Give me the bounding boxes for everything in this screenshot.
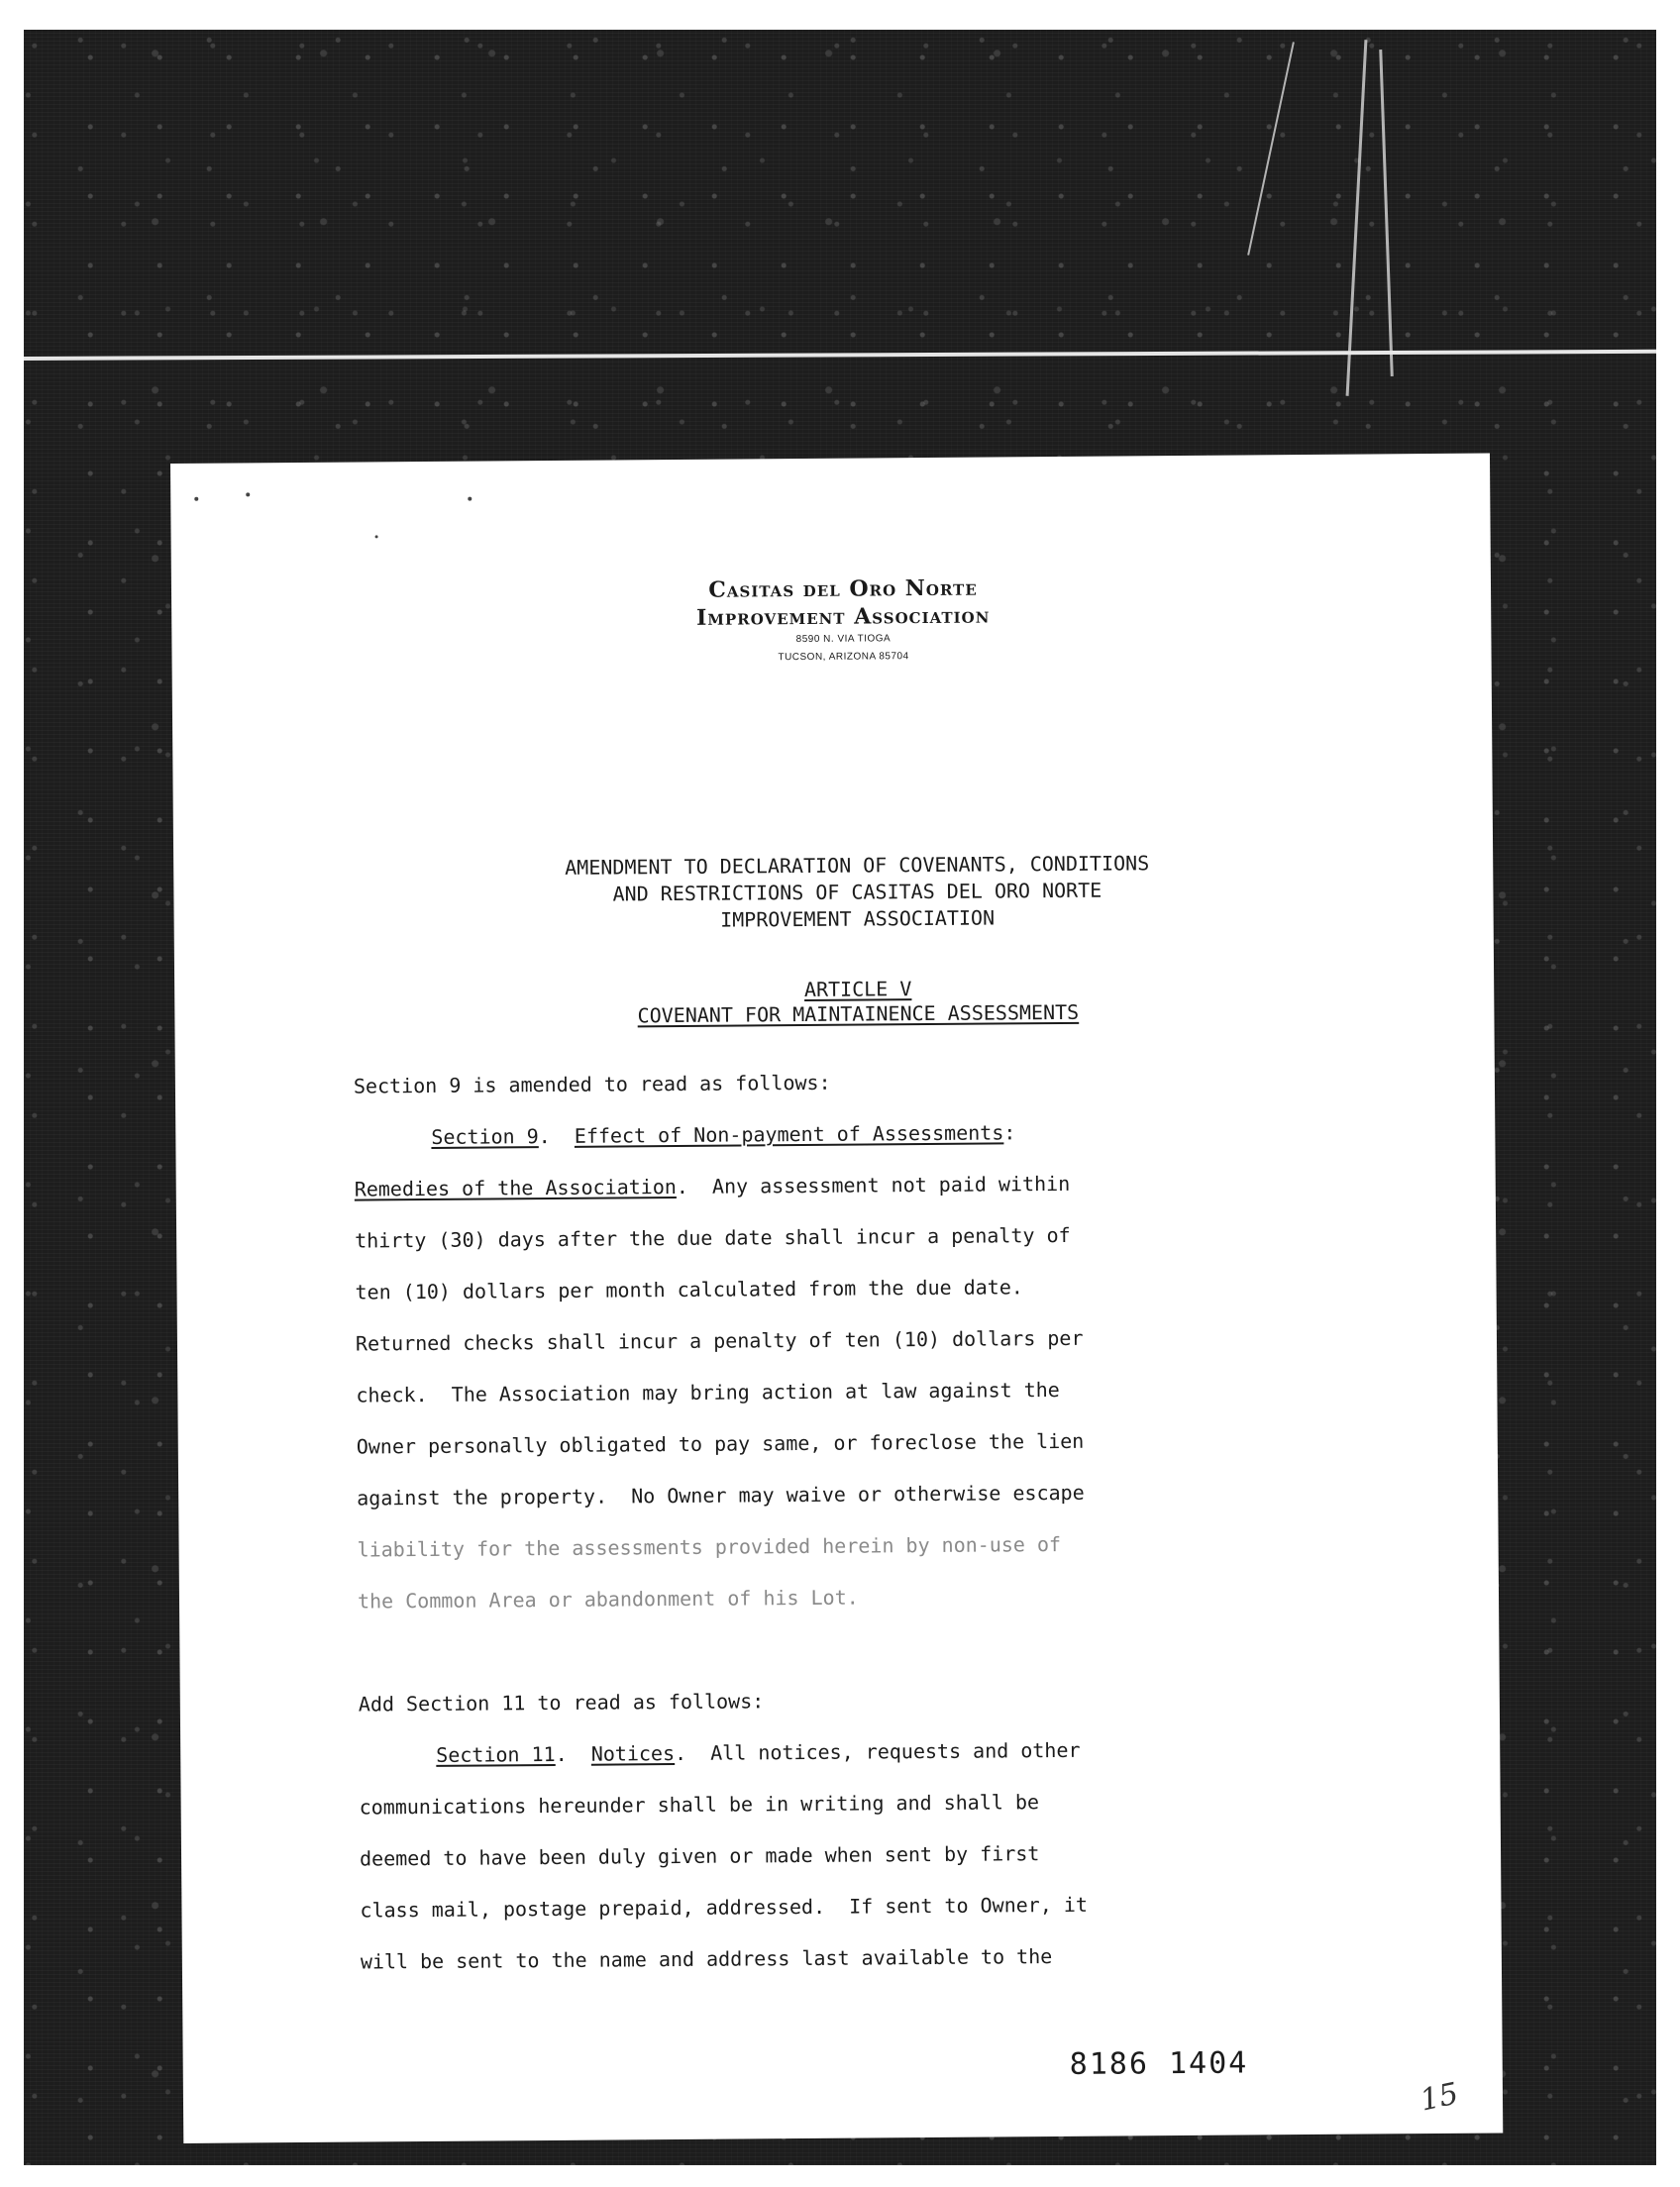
section9-text-line: thirty (30) days after the due date shall incur a penalty of — [355, 1222, 1071, 1253]
section11-text-line: will be sent to the name and address last available to the — [360, 1944, 1053, 1974]
section9-label: Section 9 — [431, 1124, 539, 1149]
section9-heading-line: Section 9. Effect of Non-payment of Assessments: — [431, 1120, 1016, 1149]
title-line1: AMENDMENT TO DECLARATION OF COVENANTS, CONDITIONS — [565, 851, 1150, 880]
letterhead — [171, 571, 1492, 672]
section9-text-line: Owner personally obligated to pay same, or foreclose the lien — [356, 1428, 1085, 1459]
section9-heading-part2: Remedies of the Association — [354, 1175, 677, 1201]
paper-speck — [194, 497, 198, 501]
section9-text-line: Returned checks shall incur a penalty of ten (10) dollars per — [355, 1325, 1084, 1356]
section11-text-line: communications hereunder shall be in writing and shall be — [359, 1790, 1040, 1820]
section9-heading-part1: Effect of Non-payment of Assessments — [574, 1120, 1004, 1148]
section11-text-line: All notices, requests and other — [710, 1737, 1081, 1765]
section9-text-line: check. The Association may bring action at law against the — [356, 1377, 1060, 1407]
paragraph-gap — [358, 1619, 1328, 1679]
section9-intro: Section 9 is amended to read as follows: — [353, 1070, 831, 1098]
page-reference-number: 8186 1404 — [1069, 2045, 1249, 2082]
document-body — [354, 1053, 1331, 1988]
paper-speck — [375, 535, 378, 538]
article-title: COVENANT FOR MAINTAINENCE ASSESSMENTS — [637, 999, 1080, 1028]
org-city: TUCSON, ARIZONA 85704 — [778, 651, 909, 664]
article-heading — [198, 972, 1518, 1031]
section11-text-line: deemed to have been duly given or made when sent by first — [359, 1841, 1040, 1871]
document-page — [170, 454, 1503, 2143]
paper-speck — [468, 497, 472, 501]
org-name-line2: Improvement Association — [695, 602, 991, 631]
org-name-line1: Casitas del Oro Norte — [708, 574, 978, 603]
title-line3: IMPROVEMENT ASSOCIATION — [720, 905, 996, 932]
article-number: ARTICLE V — [803, 977, 912, 1001]
section9-text-line: liability for the assessments provided herein by non-use of — [357, 1531, 1062, 1562]
section11-intro: Add Section 11 to read as follows: — [358, 1689, 765, 1717]
handwritten-page-mark: 15 — [1417, 2076, 1462, 2119]
section9-text-line: Any assessment not paid within — [711, 1171, 1071, 1198]
section11-heading: Notices — [590, 1741, 676, 1766]
section11-label: Section 11 — [436, 1741, 556, 1767]
section9-heading-line2: Remedies of the Association. Any assessment not paid within — [354, 1171, 1071, 1201]
section11-text-line: class mail, postage prepaid, addressed. If sent to Owner, it — [360, 1892, 1089, 1923]
title-line2: AND RESTRICTIONS OF CASITAS DEL ORO NORTE — [612, 878, 1102, 906]
section9-text-line: ten (10) dollars per month calculated from the due date. — [355, 1275, 1023, 1304]
org-street: 8590 N. VIA TIOGA — [795, 633, 892, 646]
section9-text-line: the Common Area or abandonment of his Lot. — [357, 1585, 859, 1614]
section11-heading-line: Section 11. Notices. All notices, requests and other — [436, 1737, 1081, 1767]
document-title — [197, 847, 1518, 937]
paper-speck — [246, 492, 250, 496]
section9-text-line: against the property. No Owner may waive or otherwise escape — [357, 1480, 1085, 1510]
